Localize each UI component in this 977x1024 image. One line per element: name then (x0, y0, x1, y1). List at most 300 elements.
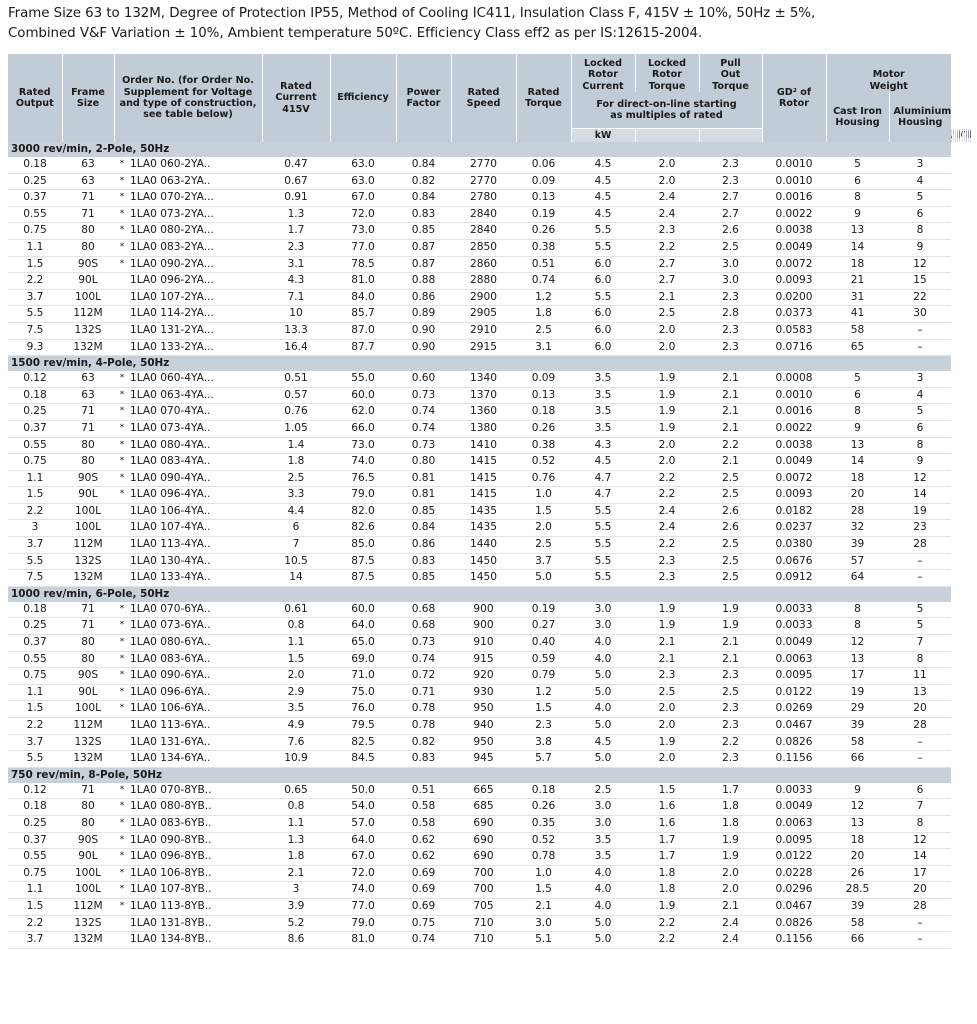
cell-locked-rotor-current: 5.0 (571, 718, 635, 735)
cell-order-no (114, 371, 262, 387)
cell-rated-current: 10 (262, 306, 330, 323)
asterisk-marker: * (119, 389, 125, 400)
cell-aluminium-weight: – (889, 322, 951, 339)
header-pull-out-torque: Pull Out Torque (699, 54, 762, 92)
cell-power-factor: 0.58 (396, 815, 451, 832)
cell-rated-output: 1.5 (8, 256, 62, 273)
table-row (8, 289, 971, 306)
cell-order-no (114, 701, 262, 718)
cell-cast-iron-weight: 8 (826, 602, 889, 618)
cell-locked-rotor-current: 3.0 (571, 799, 635, 816)
cell-gd2: 0.0716 (762, 339, 826, 356)
cell-order-no (114, 289, 262, 306)
cell-rated-output: 1.1 (8, 882, 62, 899)
cell-locked-rotor-torque: 2.0 (635, 454, 699, 471)
cell-efficiency: 82.0 (330, 503, 396, 520)
cell-rated-current: 0.76 (262, 404, 330, 421)
cell-efficiency: 77.0 (330, 239, 396, 256)
table-row (8, 849, 971, 866)
cell-rated-output: 0.25 (8, 404, 62, 421)
cell-frame-size: 71 (62, 602, 114, 618)
cell-efficiency: 57.0 (330, 815, 396, 832)
cell-frame-size: 80 (62, 651, 114, 668)
cell-order-no (114, 570, 262, 587)
cell-frame-size: 112M (62, 537, 114, 554)
cell-rated-current: 0.8 (262, 799, 330, 816)
asterisk-marker: * (119, 703, 125, 714)
cell-rated-torque: 3.8 (516, 734, 571, 751)
cell-pull-out-torque: 2.5 (699, 470, 762, 487)
cell-gd2: 0.0049 (762, 799, 826, 816)
cell-power-factor: 0.62 (396, 849, 451, 866)
table-row (8, 371, 971, 387)
cell-gd2: 0.0049 (762, 239, 826, 256)
cell-locked-rotor-torque: 2.0 (635, 701, 699, 718)
cell-locked-rotor-torque: 2.0 (635, 437, 699, 454)
cell-rated-output: 0.18 (8, 387, 62, 404)
cell-frame-size: 132M (62, 932, 114, 949)
cell-aluminium-weight: 8 (889, 223, 951, 240)
cell-rated-current: 10.5 (262, 553, 330, 570)
cell-order-no (114, 799, 262, 816)
cell-rated-torque: 0.76 (516, 470, 571, 487)
cell-frame-size: 80 (62, 239, 114, 256)
cell-frame-size: 100L (62, 882, 114, 899)
cell-order-no (114, 387, 262, 404)
asterisk-marker: * (119, 422, 125, 433)
cell-cast-iron-weight: 65 (826, 339, 889, 356)
cell-pull-out-torque: 1.8 (699, 799, 762, 816)
cell-locked-rotor-current: 4.5 (571, 206, 635, 223)
cell-rated-torque: 0.18 (516, 783, 571, 799)
cell-locked-rotor-torque: 2.1 (635, 289, 699, 306)
cell-locked-rotor-current: 3.5 (571, 387, 635, 404)
cell-frame-size: 100L (62, 865, 114, 882)
cell-rated-speed: 1440 (451, 537, 516, 554)
cell-aluminium-weight: 8 (889, 651, 951, 668)
cell-rated-output: 1.1 (8, 239, 62, 256)
order-number: 1LA0 090-2YA... (130, 257, 214, 270)
cell-rated-output: 1.1 (8, 470, 62, 487)
cell-cast-iron-weight: 6 (826, 387, 889, 404)
cell-locked-rotor-torque: 2.7 (635, 273, 699, 290)
table-row (8, 404, 971, 421)
order-number: 1LA0 131-6YA.. (130, 735, 211, 748)
cell-gd2: 0.0010 (762, 173, 826, 190)
cell-aluminium-weight: 20 (889, 882, 951, 899)
order-number: 1LA0 083-6YB.. (130, 816, 212, 829)
cell-aluminium-weight: – (889, 751, 951, 768)
cell-locked-rotor-current: 2.5 (571, 783, 635, 799)
cell-locked-rotor-torque: 2.4 (635, 206, 699, 223)
cell-cast-iron-weight: 13 (826, 437, 889, 454)
cell-rated-current: 0.57 (262, 387, 330, 404)
cell-rated-speed: 710 (451, 932, 516, 949)
cell-gd2: 0.0583 (762, 322, 826, 339)
cell-pull-out-torque: 2.5 (699, 239, 762, 256)
cell-order-no (114, 915, 262, 932)
cell-rated-torque: 0.19 (516, 206, 571, 223)
cell-locked-rotor-torque: 2.0 (635, 339, 699, 356)
cell-rated-current: 1.1 (262, 815, 330, 832)
cell-frame-size: 71 (62, 404, 114, 421)
cell-order-no (114, 751, 262, 768)
cell-frame-size: 112M (62, 898, 114, 915)
cell-power-factor: 0.71 (396, 684, 451, 701)
cell-power-factor: 0.60 (396, 371, 451, 387)
cell-order-no (114, 223, 262, 240)
intro-text (8, 4, 973, 44)
cell-aluminium-weight: – (889, 553, 951, 570)
cell-rated-torque: 0.38 (516, 239, 571, 256)
header-frame-size: Frame Size (62, 54, 114, 142)
cell-power-factor: 0.62 (396, 832, 451, 849)
cell-rated-output: 0.75 (8, 223, 62, 240)
cell-efficiency: 87.0 (330, 322, 396, 339)
cell-rated-current: 0.8 (262, 618, 330, 635)
cell-gd2: 0.0200 (762, 289, 826, 306)
cell-pull-out-torque: 2.1 (699, 387, 762, 404)
cell-locked-rotor-current: 5.5 (571, 537, 635, 554)
cell-rated-speed: 2900 (451, 289, 516, 306)
cell-power-factor: 0.69 (396, 898, 451, 915)
table-row (8, 618, 971, 635)
order-number: 1LA0 090-8YB.. (130, 833, 212, 846)
cell-efficiency: 60.0 (330, 387, 396, 404)
cell-rated-speed: 915 (451, 651, 516, 668)
order-number: 1LA0 107-2YA... (130, 290, 214, 303)
cell-rated-torque: 0.59 (516, 651, 571, 668)
cell-locked-rotor-torque: 1.9 (635, 371, 699, 387)
cell-efficiency: 65.0 (330, 635, 396, 652)
asterisk-marker: * (119, 456, 125, 467)
cell-power-factor: 0.72 (396, 668, 451, 685)
cell-efficiency: 81.0 (330, 932, 396, 949)
cell-locked-rotor-current: 4.0 (571, 865, 635, 882)
cell-cast-iron-weight: 66 (826, 751, 889, 768)
table-row (8, 799, 971, 816)
cell-rated-current: 3.3 (262, 487, 330, 504)
cell-cast-iron-weight: 13 (826, 223, 889, 240)
cell-gd2: 0.0049 (762, 635, 826, 652)
cell-rated-speed: 1435 (451, 503, 516, 520)
cell-locked-rotor-current: 3.5 (571, 404, 635, 421)
cell-rated-speed: 690 (451, 815, 516, 832)
asterisk-marker: * (119, 225, 125, 236)
asterisk-marker: * (119, 258, 125, 269)
cell-rated-speed: 1450 (451, 570, 516, 587)
asterisk-marker: * (119, 686, 125, 697)
cell-aluminium-weight: 7 (889, 799, 951, 816)
cell-power-factor: 0.68 (396, 618, 451, 635)
cell-gd2: 0.0676 (762, 553, 826, 570)
cell-cast-iron-weight: 5 (826, 157, 889, 173)
cell-cast-iron-weight: 14 (826, 454, 889, 471)
cell-rated-speed: 700 (451, 865, 516, 882)
table-row (8, 454, 971, 471)
cell-locked-rotor-torque: 2.2 (635, 470, 699, 487)
table-row (8, 635, 971, 652)
cell-gd2: 0.0122 (762, 849, 826, 866)
cell-cast-iron-weight: 21 (826, 273, 889, 290)
cell-order-no (114, 322, 262, 339)
cell-locked-rotor-torque: 1.9 (635, 898, 699, 915)
order-number: 1LA0 080-4YA.. (130, 438, 211, 451)
cell-locked-rotor-torque: 2.0 (635, 751, 699, 768)
cell-order-no (114, 668, 262, 685)
cell-rated-output: 3.7 (8, 289, 62, 306)
cell-frame-size: 132M (62, 570, 114, 587)
cell-aluminium-weight: – (889, 734, 951, 751)
cell-rated-torque: 1.5 (516, 701, 571, 718)
cell-power-factor: 0.83 (396, 206, 451, 223)
cell-rated-output: 0.55 (8, 437, 62, 454)
table-row (8, 520, 971, 537)
cell-rated-torque: 0.51 (516, 256, 571, 273)
cell-efficiency: 76.5 (330, 470, 396, 487)
cell-frame-size: 71 (62, 783, 114, 799)
cell-gd2: 0.0022 (762, 206, 826, 223)
cell-locked-rotor-current: 5.0 (571, 684, 635, 701)
cell-pull-out-torque: 2.0 (699, 882, 762, 899)
cell-order-no (114, 684, 262, 701)
cell-pull-out-torque: 2.3 (699, 289, 762, 306)
cell-rated-output: 0.75 (8, 668, 62, 685)
cell-frame-size: 80 (62, 437, 114, 454)
cell-aluminium-weight: 5 (889, 618, 951, 635)
table-row (8, 718, 971, 735)
cell-power-factor: 0.83 (396, 553, 451, 570)
cell-rated-output: 1.5 (8, 898, 62, 915)
cell-rated-speed: 945 (451, 751, 516, 768)
header-rated-current: Rated Current 415V (262, 54, 330, 142)
order-number: 1LA0 096-8YB.. (130, 850, 212, 863)
cell-aluminium-weight: 7 (889, 635, 951, 652)
cell-efficiency: 69.0 (330, 651, 396, 668)
cell-gd2: 0.0296 (762, 882, 826, 899)
cell-rated-torque: 1.8 (516, 306, 571, 323)
table-row (8, 898, 971, 915)
unit-frame-size (635, 129, 699, 143)
cell-aluminium-weight: 11 (889, 668, 951, 685)
cell-rated-speed: 950 (451, 734, 516, 751)
table-row (8, 223, 971, 240)
cell-locked-rotor-torque: 2.2 (635, 537, 699, 554)
cell-efficiency: 82.5 (330, 734, 396, 751)
cell-rated-torque: 5.7 (516, 751, 571, 768)
table-row (8, 882, 971, 899)
cell-pull-out-torque: 2.3 (699, 718, 762, 735)
order-number: 1LA0 106-4YA.. (130, 504, 211, 517)
cell-frame-size: 132S (62, 734, 114, 751)
order-number: 1LA0 083-2YA... (130, 240, 214, 253)
order-number: 1LA0 130-4YA.. (130, 554, 211, 567)
cell-locked-rotor-current: 5.5 (571, 289, 635, 306)
cell-rated-speed: 690 (451, 832, 516, 849)
asterisk-marker: * (119, 900, 125, 911)
cell-order-no (114, 239, 262, 256)
cell-rated-speed: 2780 (451, 190, 516, 207)
cell-locked-rotor-current: 3.5 (571, 832, 635, 849)
cell-cast-iron-weight: 14 (826, 239, 889, 256)
cell-rated-current: 3.5 (262, 701, 330, 718)
cell-locked-rotor-torque: 2.0 (635, 718, 699, 735)
cell-cast-iron-weight: 28.5 (826, 882, 889, 899)
order-number: 1LA0 063-2YA.. (130, 174, 211, 187)
cell-pull-out-torque: 2.6 (699, 503, 762, 520)
cell-rated-output: 3.7 (8, 932, 62, 949)
cell-cast-iron-weight: 18 (826, 256, 889, 273)
cell-order-no (114, 454, 262, 471)
cell-locked-rotor-current: 4.5 (571, 173, 635, 190)
header-locked-rotor-torque: Locked Rotor Torque (635, 54, 699, 92)
cell-rated-output: 0.37 (8, 190, 62, 207)
cell-cast-iron-weight: 28 (826, 503, 889, 520)
cell-pull-out-torque: 2.2 (699, 734, 762, 751)
asterisk-marker: * (119, 801, 125, 812)
cell-frame-size: 132S (62, 322, 114, 339)
table-row (8, 437, 971, 454)
cell-rated-speed: 910 (451, 635, 516, 652)
cell-rated-torque: 2.5 (516, 537, 571, 554)
table-row (8, 832, 971, 849)
table-row (8, 273, 971, 290)
order-number: 1LA0 080-6YA.. (130, 636, 211, 649)
cell-locked-rotor-current: 6.0 (571, 306, 635, 323)
cell-cast-iron-weight: 58 (826, 734, 889, 751)
cell-rated-output: 0.18 (8, 602, 62, 618)
cell-aluminium-weight: 9 (889, 454, 951, 471)
cell-aluminium-weight: 17 (889, 865, 951, 882)
cell-locked-rotor-torque: 1.9 (635, 618, 699, 635)
cell-pull-out-torque: 2.1 (699, 651, 762, 668)
cell-rated-speed: 1415 (451, 454, 516, 471)
cell-rated-current: 10.9 (262, 751, 330, 768)
cell-rated-current: 2.9 (262, 684, 330, 701)
cell-rated-torque: 0.26 (516, 799, 571, 816)
cell-aluminium-weight: 5 (889, 602, 951, 618)
cell-locked-rotor-current: 3.5 (571, 849, 635, 866)
cell-rated-output: 1.5 (8, 701, 62, 718)
cell-locked-rotor-torque: 2.4 (635, 190, 699, 207)
cell-rated-torque: 0.26 (516, 223, 571, 240)
cell-power-factor: 0.74 (396, 404, 451, 421)
cell-aluminium-weight: 22 (889, 289, 951, 306)
order-number: 1LA0 106-6YA.. (130, 702, 211, 715)
cell-aluminium-weight: 14 (889, 487, 951, 504)
motor-data-table (8, 54, 971, 949)
cell-locked-rotor-torque: 2.1 (635, 635, 699, 652)
cell-gd2: 0.0826 (762, 734, 826, 751)
cell-rated-current: 0.91 (262, 190, 330, 207)
unit-rated-output: kW (571, 129, 635, 143)
cell-pull-out-torque: 1.9 (699, 832, 762, 849)
cell-gd2: 0.0122 (762, 684, 826, 701)
cell-locked-rotor-current: 3.0 (571, 815, 635, 832)
cell-locked-rotor-current: 5.5 (571, 570, 635, 587)
cell-aluminium-weight: 20 (889, 701, 951, 718)
cell-cast-iron-weight: 18 (826, 470, 889, 487)
cell-locked-rotor-current: 5.5 (571, 503, 635, 520)
cell-frame-size: 71 (62, 618, 114, 635)
cell-locked-rotor-current: 4.0 (571, 882, 635, 899)
header-gd2-rotor: GD² of Rotor (762, 54, 826, 142)
cell-rated-speed: 1410 (451, 437, 516, 454)
cell-order-no (114, 718, 262, 735)
table-row (8, 339, 971, 356)
cell-rated-torque: 0.52 (516, 454, 571, 471)
cell-power-factor: 0.84 (396, 157, 451, 173)
order-number: 1LA0 131-2YA... (130, 323, 214, 336)
cell-frame-size: 71 (62, 206, 114, 223)
cell-rated-speed: 700 (451, 882, 516, 899)
cell-rated-speed: 900 (451, 618, 516, 635)
cell-locked-rotor-current: 3.0 (571, 618, 635, 635)
asterisk-marker: * (119, 373, 125, 384)
cell-rated-torque: 2.0 (516, 520, 571, 537)
cell-rated-speed: 2850 (451, 239, 516, 256)
cell-gd2: 0.0038 (762, 437, 826, 454)
cell-rated-current: 2.5 (262, 470, 330, 487)
cell-aluminium-weight: – (889, 915, 951, 932)
cell-pull-out-torque: 2.3 (699, 668, 762, 685)
cell-rated-output: 0.25 (8, 618, 62, 635)
order-number: 1LA0 083-6YA.. (130, 652, 211, 665)
cell-cast-iron-weight: 66 (826, 932, 889, 949)
cell-power-factor: 0.69 (396, 865, 451, 882)
order-number: 1LA0 107-4YA.. (130, 521, 211, 534)
cell-efficiency: 63.0 (330, 157, 396, 173)
cell-rated-speed: 930 (451, 684, 516, 701)
cell-aluminium-weight: – (889, 339, 951, 356)
cell-cast-iron-weight: 20 (826, 849, 889, 866)
cell-aluminium-weight: 28 (889, 718, 951, 735)
asterisk-marker: * (119, 159, 125, 169)
asterisk-marker: * (119, 175, 125, 186)
cell-efficiency: 62.0 (330, 404, 396, 421)
cell-pull-out-torque: 2.1 (699, 898, 762, 915)
cell-cast-iron-weight: 8 (826, 618, 889, 635)
cell-aluminium-weight: 23 (889, 520, 951, 537)
cell-power-factor: 0.51 (396, 783, 451, 799)
cell-order-no (114, 815, 262, 832)
cell-gd2: 0.0063 (762, 651, 826, 668)
cell-order-no (114, 520, 262, 537)
cell-power-factor: 0.90 (396, 322, 451, 339)
cell-rated-output: 3 (8, 520, 62, 537)
cell-locked-rotor-torque: 2.2 (635, 932, 699, 949)
cell-aluminium-weight: – (889, 570, 951, 587)
cell-aluminium-weight: 3 (889, 157, 951, 173)
asterisk-marker: * (119, 817, 125, 828)
cell-order-no (114, 404, 262, 421)
cell-aluminium-weight: 30 (889, 306, 951, 323)
cell-rated-speed: 2770 (451, 157, 516, 173)
cell-order-no (114, 503, 262, 520)
cell-order-no (114, 190, 262, 207)
cell-rated-torque: 2.5 (516, 322, 571, 339)
cell-cast-iron-weight: 41 (826, 306, 889, 323)
cell-rated-current: 3 (262, 882, 330, 899)
cell-power-factor: 0.58 (396, 799, 451, 816)
cell-efficiency: 82.6 (330, 520, 396, 537)
asterisk-marker: * (119, 834, 125, 845)
cell-rated-output: 5.5 (8, 751, 62, 768)
cell-frame-size: 90L (62, 684, 114, 701)
table-row (8, 815, 971, 832)
cell-power-factor: 0.86 (396, 289, 451, 306)
cell-aluminium-weight: 13 (889, 684, 951, 701)
